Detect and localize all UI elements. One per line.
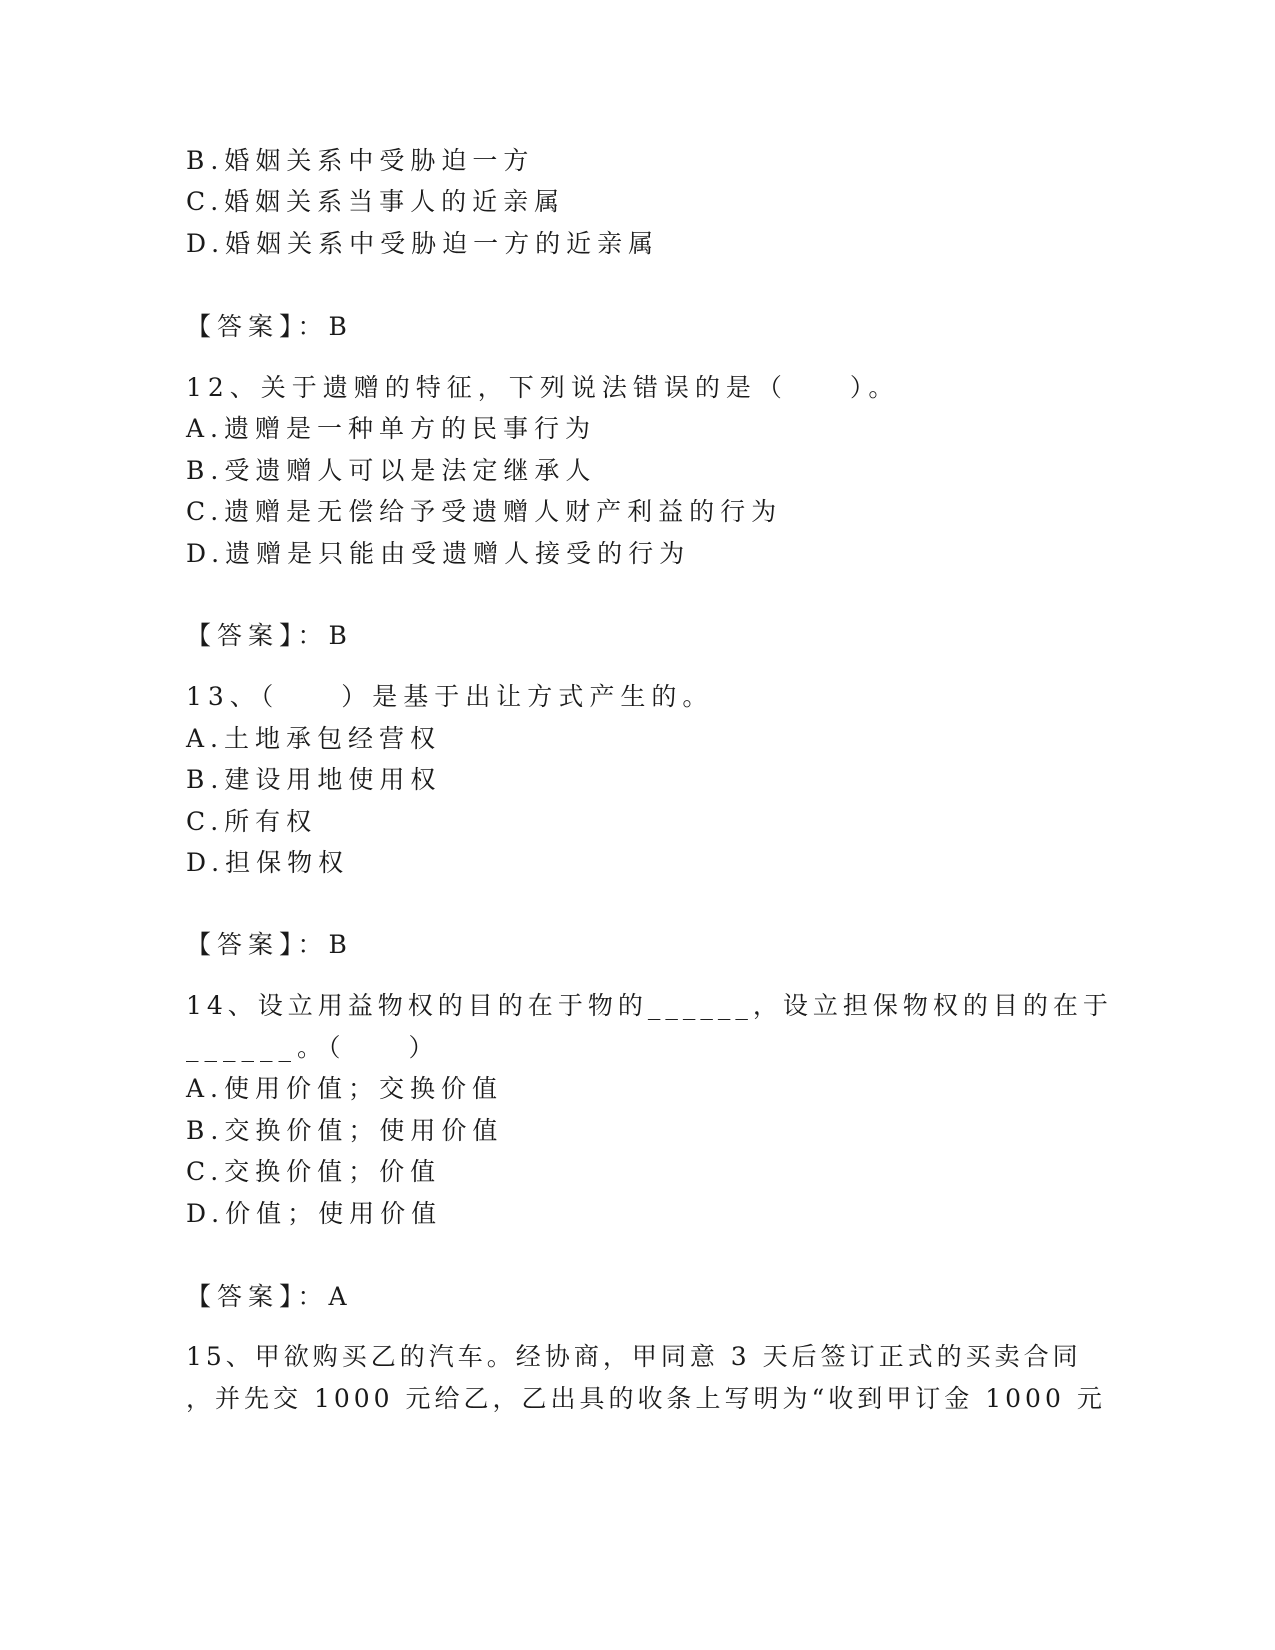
q14-answer: 【答案】：A bbox=[186, 1282, 353, 1311]
q11-option-b: B.婚姻关系中受胁迫一方 bbox=[186, 146, 535, 175]
q12-option-d: D.遗赠是只能由受遗赠人接受的行为 bbox=[186, 539, 691, 568]
q11-option-d: D.婚姻关系中受胁迫一方的近亲属 bbox=[186, 229, 660, 258]
q14-option-a: A.使用价值；交换价值 bbox=[186, 1074, 504, 1103]
q13-answer: 【答案】：B bbox=[186, 930, 353, 959]
q12-option-a: A.遗赠是一种单方的民事行为 bbox=[186, 414, 597, 443]
q14-option-b: B.交换价值；使用价值 bbox=[186, 1116, 504, 1145]
q11-answer: 【答案】：B bbox=[186, 312, 353, 341]
q12-option-c: C.遗赠是无偿给予受遗赠人财产利益的行为 bbox=[186, 497, 783, 526]
q11-option-c: C.婚姻关系当事人的近亲属 bbox=[186, 187, 566, 216]
q15-question-line1: 15、甲欲购买乙的汽车。经协商，甲同意 3 天后签订正式的买卖合同 bbox=[186, 1342, 1082, 1371]
q13-option-c: C.所有权 bbox=[186, 807, 318, 836]
q13-question: 13、（ ）是基于出让方式产生的。 bbox=[186, 682, 714, 711]
q13-option-d: D.担保物权 bbox=[186, 848, 350, 877]
q12-answer: 【答案】：B bbox=[186, 621, 353, 650]
q13-option-a: A.土地承包经营权 bbox=[186, 724, 442, 753]
q12-option-b: B.受遗赠人可以是法定继承人 bbox=[186, 456, 597, 485]
q12-question: 12、关于遗赠的特征，下列说法错误的是（ ）。 bbox=[186, 373, 900, 402]
q14-option-c: C.交换价值；价值 bbox=[186, 1157, 442, 1186]
q14-option-d: D.价值；使用价值 bbox=[186, 1199, 443, 1228]
q14-question-line2: ______。（ ） bbox=[186, 1033, 440, 1062]
q13-option-b: B.建设用地使用权 bbox=[186, 765, 442, 794]
q14-question-line1: 14、设立用益物权的目的在于物的______，设立担保物权的目的在于 bbox=[186, 991, 1113, 1020]
q15-question-line2: ，并先交 1000 元给乙，乙出具的收条上写明为“收到甲订金 1000 元 bbox=[186, 1384, 1106, 1413]
